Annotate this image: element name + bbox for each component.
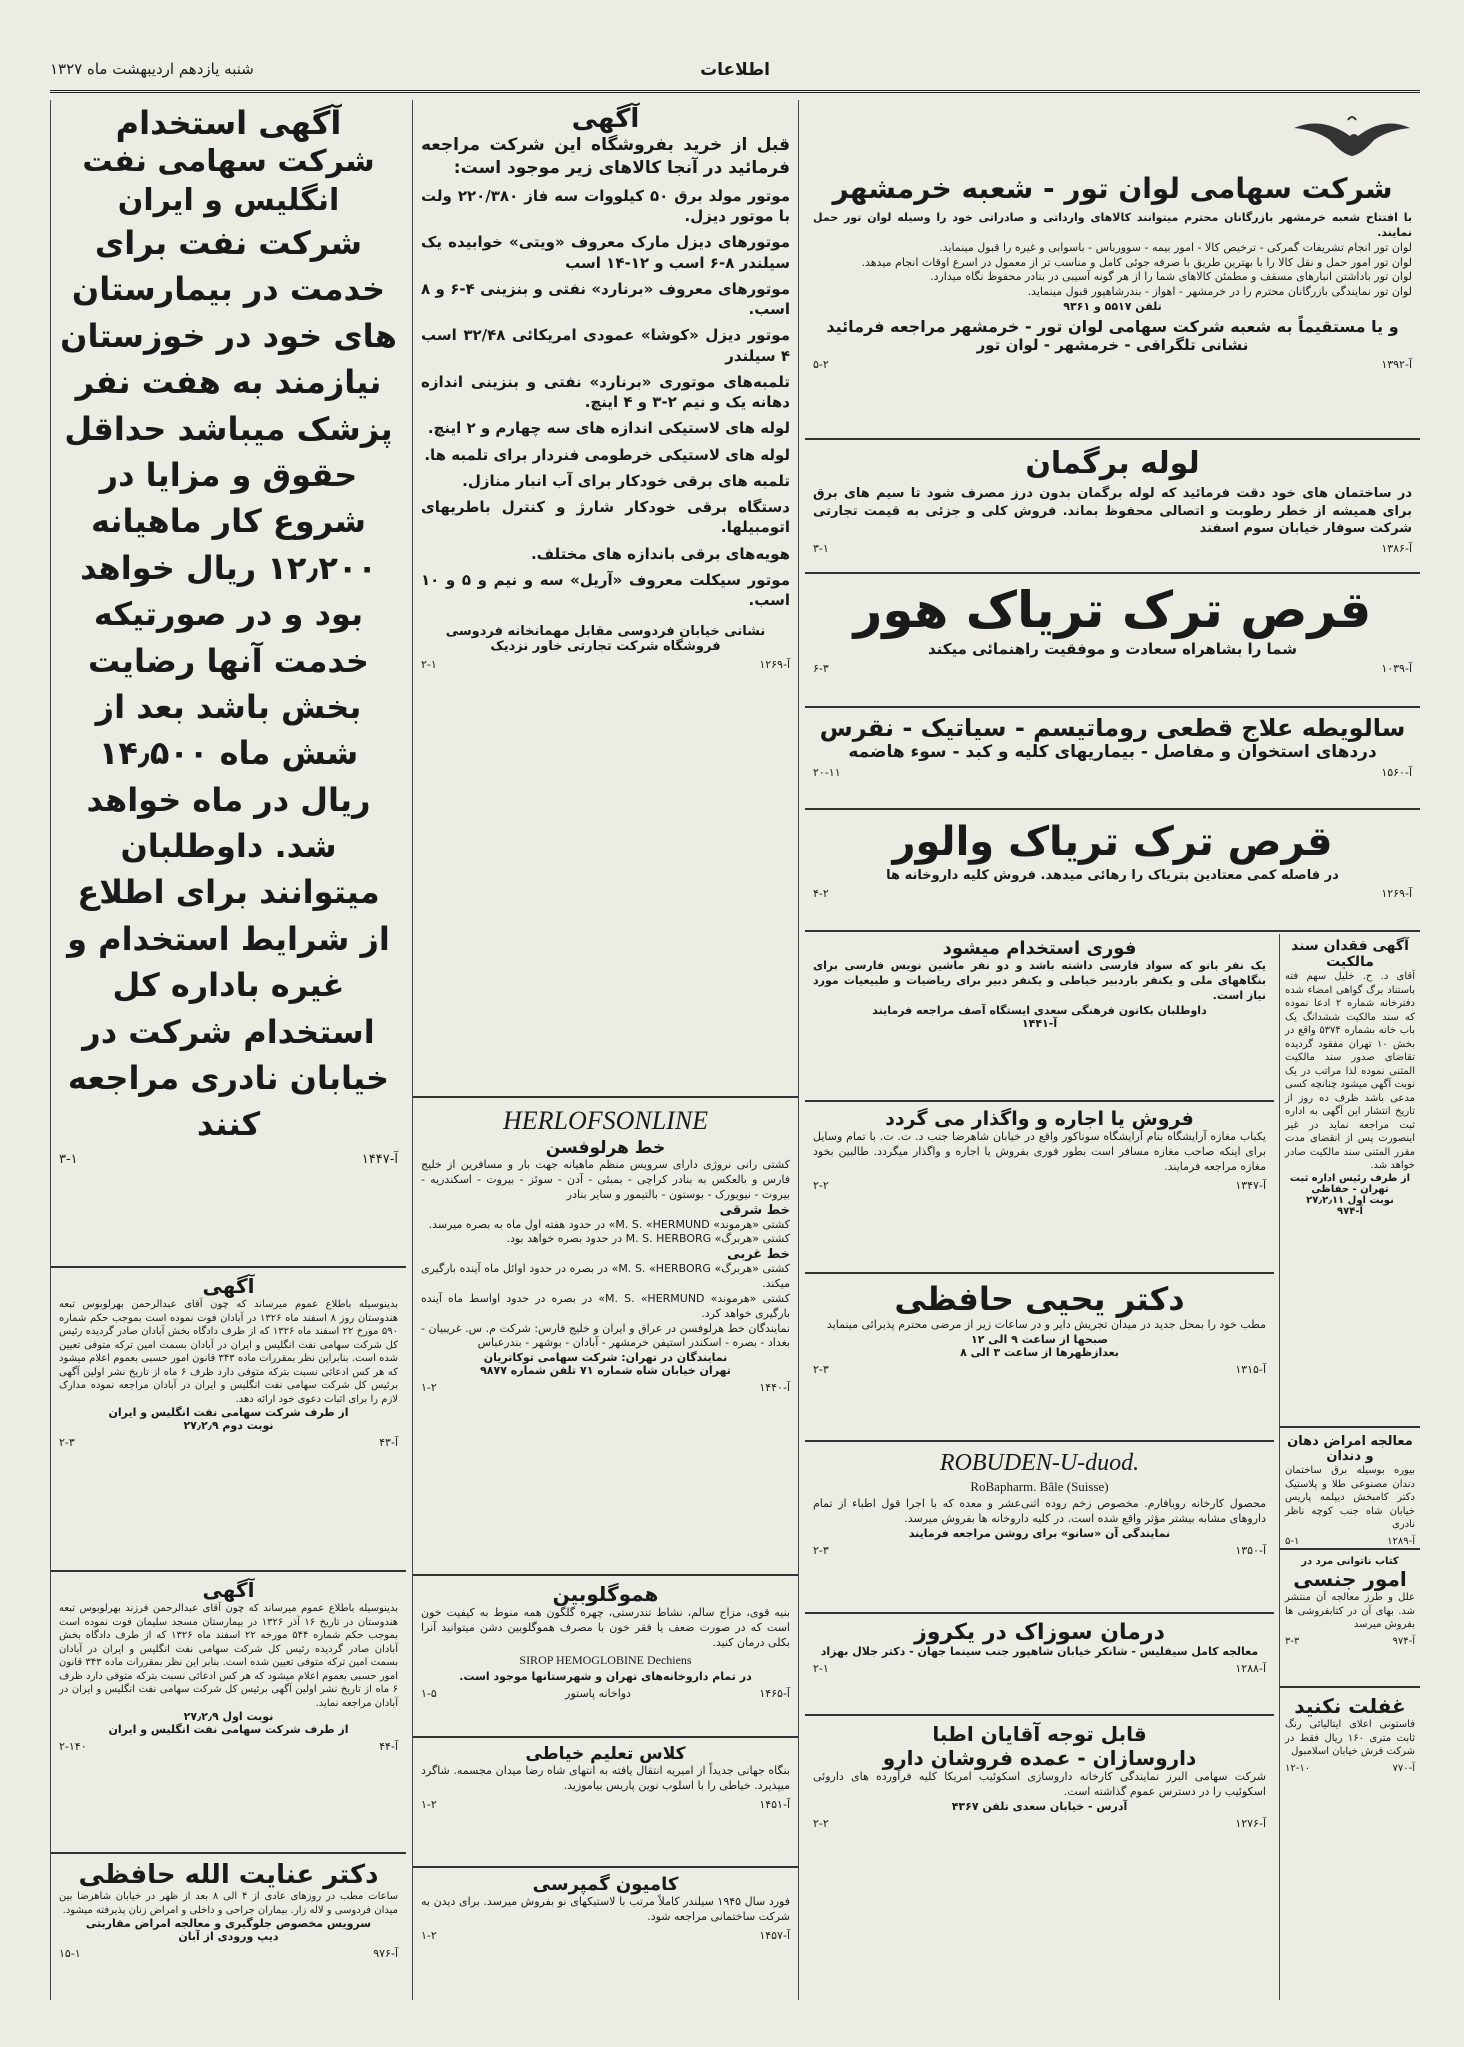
ref-number: ۱-۲ <box>421 1797 437 1811</box>
robuden-latin-name: ROBUDEN-U-duod. <box>939 1450 1140 1476</box>
notice-2-body: بدینوسیله باطلاع عموم میرساند که چون آقای عبدالرحمن فرزند بهرلوبوس تبعه هندوستان در تاریخ ۱۶ آذر ۱۳۲۶ در بیمارستان مسجد سلیمان فوت نموده است بموجب حکم شماره ۵۴۴ مورخه ۲۲ اسفند ماه ۱۳۲۶ که از طرف دادگاه بخش آبادان صادر گردیده رئیس کل شرکت سهامی نفت انگلیس و ایران در آبادان بسمت امین ترکه متوفی تعیین شده است. بنابر این نظر بمقررات ماده ۳۴۳ قانون امور حسبی بعموم اعلام میشود که هر کس ادعائی نسبت بترکه متوفی دارد ظرف ۶ ماه از تاریخ نشر اولین آگهی برئیس کل شرکت سهامی نفت انگلیس و ایران در آبادان مراجعه نماید. <box>59 1603 399 1709</box>
ref-number: ۱۵-۱ <box>59 1947 81 1960</box>
urgent-hire-ad <box>805 934 1274 1102</box>
ref-code: آ-۱۲۶۹ <box>1381 887 1412 900</box>
bergman-ref <box>813 542 1412 555</box>
issue-date: شنبه یازدهم اردیبهشت ماه ۱۳۲۷ <box>50 60 254 78</box>
herlofson-ship-4: کشتی «هرموند» M. S. «HERMUND» در بصره در حدود اواسط ماه آینده بارگیری خواهد کرد. <box>421 1291 790 1320</box>
dr-enayatollah-specialty: سرویس مخصوص جلوگیری و معالجه امراض مقاربتی <box>85 1917 372 1930</box>
tailoring-body: بنگاه جهانی جدیداً از امیریه انتقال یافته به انتهای شاه رضا میدان مجسمه. شاگرد میپذیرد. خیاطی را با اسلوب نوین پاریس بیاموزید. <box>421 1764 790 1792</box>
ref-number: ۳-۳ <box>1285 1635 1300 1647</box>
herlofson-ship-3: کشتی «هربرگ» M. S. «HERBORG» در بصره در حدود اوائل ماه آینده بارگیری میکند. <box>421 1262 790 1291</box>
employment-title: آگهی استخدام <box>115 104 342 142</box>
ref-code: آ-۱۳۴۷ <box>1235 1178 1266 1192</box>
winged-logo-icon <box>1292 114 1412 160</box>
employment-body: شرکت نفت برای خدمت در بیمارستان های خود در خوزستان نیازمند به هفت نفر پزشک میباشد حداقل حقوق و مزایا در شروع کار ماهیانه ۱۲٫۲۰۰ ریال خواهد بود و در صورتیکه خدمت آنها رضایت بخش باشد بعد از شش ماه ۱۴٫۵۰۰ ریال در ماه خواهد شد. داوطلبان میتوانند برای اطلاع از شرایط استخدام و غیره باداره کل استخدام شرکت در خیابان نادری مراجعه کنند <box>60 224 397 1144</box>
herlofson-ref <box>421 1381 790 1394</box>
lavan-tour-service-1: لوان تور انجام تشریفات گمرکی - ترخیص کالا - امور بیمه - سوورباس - باسوابی و غیره را قبول مینماید. <box>939 240 1412 254</box>
dr-hafezi-hours-2: بعدازظهرها از ساعت ۳ الی ۸ <box>960 1345 1119 1359</box>
ref-number: ۶-۳ <box>813 662 829 675</box>
newspaper-page <box>50 50 1420 2010</box>
tailoring-title: کلاس تعلیم خیاطی <box>525 1744 686 1764</box>
dont-forget-ref <box>1285 1763 1415 1774</box>
bergman-body: در ساختمان های خود دقت فرمائید که لوله برگمان بدون درز مصرف شود تا سیم های برق برای همیشه از خطر رطوبت و اتصالی محفوظ بماند. فروش کلی و جزئی به قیمت تجارتی شرکت سوفار خیابان سوم اسفند <box>813 486 1412 537</box>
store-item-3: موتورهای معروف «برنارد» نفتی و بنزینی ۴-۶ و ۸ اسب. <box>421 279 790 319</box>
opium-hour-ref <box>813 662 1412 675</box>
store-item-8: تلمبه های برقی خودکار برای آب انبار منازل. <box>462 471 790 490</box>
dr-hafezi-ref <box>813 1363 1266 1376</box>
ref-number: ۱۲-۱۰ <box>1285 1762 1311 1774</box>
lavan-tour-title: شرکت سهامی لوان تور - شعبه خرمشهر <box>832 172 1393 205</box>
herlofson-latin-name: HERLOFSONLINE <box>502 1106 709 1135</box>
hemoglobin-availability: در تمام داروخانه‌های تهران و شهرستانها موجود است. <box>459 1669 752 1683</box>
sex-disease-pretitle: کتاب ناتوانی مرد در <box>1301 1556 1399 1567</box>
lost-deed-date: نوبت اول ۲۷٫۲٫۱۱ <box>1306 1194 1394 1206</box>
notice-1-date: نوبت دوم ۲۷٫۲٫۹ <box>183 1419 274 1432</box>
lost-deed-body: آقای د. ح. خلیل سهم فته باستناد برگ گواهی امضاء شده دفترخانه شماره ۲ ادعا نموده که سند مالکیت ششدانگ یک باب خانه بشماره ۵۳۷۴ واقع در بخش ۱۰ تهران مفقود گردیده تقاضای صدور سند مالکیت المثنی نموده لذا مراتب در یک نوبت آگهی میشود چنانچه کسی مدعی باشد ظرف ده روز از تاریخ انتشار این آگهی به اداره ثبت مراجعه نماید در غیر اینصورت پس از انقضای مدت مقرر المثنی سند مالکیت صادر خواهد شد. <box>1285 971 1415 1171</box>
ref-code: آ-۴۳ <box>379 1436 398 1449</box>
ref-code: آ-۱۴۴۷ <box>361 1151 398 1167</box>
employment-ref <box>59 1152 398 1167</box>
salicylate-title: سالویطه علاج قطعی روماتیسم - سیاتیک - نقرس <box>819 714 1406 742</box>
hemoglobin-ad <box>413 1578 798 1738</box>
robuden-maker: RoBapharm. Bâle (Suisse) <box>970 1479 1109 1494</box>
dr-enayatollah-body: ساعات مطب در روزهای عادی از ۴ الی ۸ بعد از ظهر در خیابان شاهرضا بین میدان فردوسی و لاله زار. بیماران جراحی و داخلی و امراض زنان پذیرفته میشود. <box>59 1891 399 1916</box>
herlofson-title: خط هرلوفسن <box>545 1138 666 1158</box>
notice-1-ref <box>59 1436 398 1449</box>
tailoring-ad <box>413 1740 798 1868</box>
dental-ad <box>1280 1430 1420 1550</box>
robuden-body: محصول کارخانه روبافارم. مخصوص زخم روده اثنی‌عشر و معده که با اجرا قول اطباء از تمام داروهای مشابه بیشتر مؤثر واقع شده است. در کلیه داروخانه ها بفروش میرسد. <box>813 1497 1266 1525</box>
ref-code: آ-۹۷۴ <box>1392 1635 1415 1647</box>
dont-forget-title: غفلت نکنید <box>1294 1694 1406 1718</box>
lavan-tour-telegraph: نشانی تلگرافی - خرمشهر - لوان تور <box>976 336 1249 355</box>
salicylate-ad <box>805 710 1420 810</box>
notice-1-body: بدینوسیله باطلاع عموم میرساند که چون آقای عبدالرحمن بهرلوبوس تبعه هندوستان روز ۸ اسفند ماه ۱۳۲۶ در آبادان فوت نموده است بموجب حکم شماره ۵۹۰ مورخ ۲۲ اسفند ماه ۱۳۲۶ که از طرف دادگاه بخش آبادان صادر گردیده رئیس کل شرکت سهامی نفت انگلیس و ایران در آبادان بسمت امین ترکه متوفی تعیین شده است. بنابراین نظر بمقررات ماده ۳۴۳ قانون امور حسبی بعموم اعلام میشود که هر کس ادعائی نسبت بترکه متوفی دارد ظرف ۶ ماه از تاریخ نشر اولین آگهی برئیس کل شرکت سهامی نفت انگلیس و ایران در آبادان مراجعه نموده مدارک لازم را برای اثبات دعوی خود ارائه دهد. <box>59 1299 398 1405</box>
treatment-ad <box>805 1616 1274 1716</box>
herlofson-tehran-agent: نمایندگان در تهران: شرکت سهامی توکاتریان <box>483 1351 728 1365</box>
lavan-tour-contact: و یا مستقیماً به شعبه شرکت سهامی لوان تور - خرمشهر مراجعه فرمائید <box>826 317 1399 337</box>
right-wide-subcolumn <box>805 934 1274 2000</box>
hemoglobin-title: هموگلوبین <box>552 1582 659 1606</box>
lavan-tour-intro: با افتتاح شعبه خرمشهر بازرگانان محترم میتوانند کالاهای وارداتی و صادراتی خود را وسیله لوان تور حمل نمایند. <box>813 211 1412 239</box>
dr-hafezi-hours-1: صبحها از ساعت ۹ الی ۱۲ <box>971 1332 1108 1346</box>
lavan-tour-service-2: لوان تور امور حمل و نقل کالا را با بهترین طریق با صرفه جوئی کامل و مناسب تر از معمول در اسرع اوقات انجام میدهد. <box>861 255 1412 269</box>
herlofson-intro: کشتی رانی نروژی دارای سرویس منظم ماهیانه جهت بار و مسافرین از خلیج فارس و بالعکس به بنادر کراچی - بمبئی - آدن - سوئز - بیروت - اسکندریه - بیروت - نیویورک - بوستون - بالتیمور و سایر بنادر <box>421 1158 790 1201</box>
store-item-7: لوله های لاستیکی خرطومی فنردار برای تلمبه ها. <box>424 445 790 464</box>
store-address: نشانی خیابان فردوسی مقابل مهمانخانه فردوسی <box>445 624 766 640</box>
notice-2-date: نوبت اول ۲۷٫۲٫۹ <box>183 1710 274 1723</box>
sex-disease-body: علل و طرز معالجه آن منتشر شد. بهای آن در کتابفروشی ها بفروش میرسد <box>1285 1592 1415 1630</box>
salicylate-subtitle: دردهای استخوان و مفاصل - بیماریهای کلیه و کبد - سوء هاضمه <box>848 742 1377 762</box>
herlofson-ad <box>413 1100 798 1576</box>
middle-column <box>412 100 799 2000</box>
urgent-hire-ref: آ-۱۴۴۱ <box>1021 1016 1058 1030</box>
herlofson-phone: تهران خیابان شاه شماره ۷۱ تلفن شماره ۹۸۷۷ <box>480 1364 731 1378</box>
dental-title: معالجه امراض دهان و دندان <box>1287 1434 1413 1464</box>
truck-ref <box>421 1929 790 1942</box>
lost-deed-ref: آ-۹۷۴ <box>1337 1205 1363 1217</box>
ref-code: آ-۱۳۱۵ <box>1235 1362 1266 1376</box>
ref-number: ۲۰-۱۱ <box>813 766 841 779</box>
dr-enayatollah-ad <box>51 1856 406 2000</box>
store-ad <box>413 100 798 1098</box>
left-column <box>50 100 406 2000</box>
ref-number: ۱-۲ <box>421 1928 437 1942</box>
ref-code: آ-۱۴۶۵ <box>759 1686 790 1700</box>
sex-disease-ref <box>1285 1636 1415 1647</box>
hemoglobin-latin-name: SIROP HEMOGLOBINE Dechiens <box>519 1652 692 1667</box>
lavan-tour-ad <box>805 100 1420 440</box>
ref-code: آ-۱۲۸۹ <box>1387 1535 1415 1547</box>
urgent-hire-title: فوری استخدام میشود <box>942 938 1137 959</box>
oil-employment-ad <box>51 100 406 1268</box>
store-item-5: تلمبه‌های موتوری «برنارد» نفتی و بنزینی اندازه دهانه یک و نیم ۲-۳ و ۴ اینچ. <box>421 372 790 412</box>
pharmacists-body: شرکت سهامی البرز نمایندگی کارخانه داروسازی اسکوئیب امریکا کلیه فرآورده های داروئی اسکوئیب را در دسترس عموم گذاشته است. <box>813 1770 1266 1798</box>
ref-code: آ-۴۴ <box>379 1740 398 1753</box>
opium-valor-ad <box>805 812 1420 932</box>
ref-number: ۲-۳ <box>813 1543 829 1557</box>
right-column <box>805 100 1420 2000</box>
truck-title: کامیون گمپرسی <box>532 1874 679 1895</box>
herlofson-ship-2: کشتی «هربرگ» M. S. HERBORG در حدود بصره خواهد بود. <box>506 1232 790 1246</box>
store-item-4: موتور دیزل «کوشا» عمودی امریکائی ۳۲/۴۸ اسب ۴ سیلندر <box>421 326 791 365</box>
treatment-body: معالجه کامل سیفلیس - شانکر خیابان شاهپور جنب سینما جهان - دکتر جلال بهزاد <box>820 1645 1259 1658</box>
ref-number: ۲-۲ <box>813 1816 829 1830</box>
ref-number: ۲-۱۴۰ <box>59 1740 87 1753</box>
ref-number: ۳-۱ <box>59 1151 78 1167</box>
ref-code: آ-۱۴۴۰ <box>759 1381 790 1395</box>
sale-rent-ref <box>813 1179 1266 1192</box>
sex-disease-ad <box>1280 1552 1420 1688</box>
dr-hafezi-body: مطب خود را بمحل جدید در میدان تجریش دایر و در ساعات زیر از مرضی محترم پذیرائی مینماید <box>826 1318 1266 1331</box>
opium-valor-ref <box>813 887 1412 900</box>
store-item-1: موتور مولد برق ۵۰ کیلووات سه فاز ۲۲۰/۳۸۰ ولت با موتور دیزل. <box>421 186 790 226</box>
opium-hour-title: قرص ترک تریاک هور <box>853 581 1372 639</box>
notice-1-title: آگهی <box>202 1274 255 1298</box>
paper-name: اطلاعات <box>700 60 770 80</box>
robuden-ref <box>813 1544 1266 1557</box>
employment-company: شرکت سهامی نفت انگلیس و ایران <box>82 144 375 218</box>
pharmacists-ref <box>813 1817 1266 1830</box>
opium-hour-ad <box>805 576 1420 708</box>
lavan-tour-service-4: لوان تور نمایندگی بازرگانان محترم را در خرمشهر - اهواز - بندرشاهپور قبول مینماید. <box>1027 285 1412 299</box>
dr-hafezi-ad <box>805 1276 1274 1442</box>
herlofson-east-title: خط شرقی <box>719 1202 790 1218</box>
lavan-tour-phone: تلفن ۵۵۱۷ و ۹۳۶۱ <box>1063 300 1162 314</box>
salicylate-ref <box>813 766 1412 779</box>
ref-code: آ-۱۳۵۰ <box>1235 1543 1266 1557</box>
ref-number: ۵-۱ <box>1285 1535 1300 1547</box>
treatment-title: درمان سوزاک در یکروز <box>914 1620 1165 1645</box>
ref-number: ۵-۲ <box>813 358 829 372</box>
store-title: آگهی <box>571 104 640 134</box>
notice-1-signature: از طرف شرکت سهامی نفت انگلیس و ایران <box>108 1406 349 1419</box>
urgent-hire-body: یک نفر بانو که سواد فارسی داشته باشد و دو نفر ماشین نویس فارسی برای بنگاههای ملی و یکنفر باردبیر خیاطی و یکنفر دبیر برای ریاضیات و طبیعیات مورد نیاز است. <box>813 959 1266 1002</box>
ref-number: ۳-۱ <box>813 541 829 555</box>
robuden-agent: نمایندگی آن «سانو» برای روشن مراجعه فرمایند <box>908 1526 1171 1540</box>
store-item-10: هویه‌های برقی باندازه های مختلف. <box>530 544 790 563</box>
dont-forget-ad <box>1280 1690 1420 1990</box>
opium-valor-subtitle: در فاصله کمی معتادین بتریاک را رهائی میدهد. فروش کلیه داروخانه ها <box>886 868 1339 883</box>
ref-code: آ-۱۵۶۰ <box>1381 766 1412 779</box>
urgent-hire-contact: داوطلبان بکانون فرهنگی سعدی ایستگاه آصف مراجعه فرمایند <box>872 1003 1207 1017</box>
notice-2-ref <box>59 1740 398 1753</box>
pharmacists-title: قابل توجه آقایان اطبا <box>932 1722 1147 1746</box>
ref-number: ۲-۱ <box>421 658 437 672</box>
opium-valor-title: قرص ترک تریاک والور <box>892 819 1333 865</box>
ref-number: ۲-۳ <box>813 1362 829 1376</box>
store-name: فروشگاه شرکت تجارتی خاور نزدیک <box>490 639 721 655</box>
ref-code: آ-۱۳۸۶ <box>1381 541 1412 555</box>
right-narrow-subcolumn <box>1279 934 1420 2000</box>
ref-number: ۴-۲ <box>813 887 829 900</box>
ref-code: آ-۱۲۶۹ <box>759 658 790 672</box>
tailoring-ref <box>421 1798 790 1811</box>
ref-code: آ-۷۷۰ <box>1392 1762 1415 1774</box>
dental-body: بیوره بوسیله برق ساختمان دندان مصنوعی طلا و پلاستیک دکتر کامبخش دیپلمه پاریس خیابان شاه جنب کوچه ناظر نادری <box>1285 1465 1415 1530</box>
ref-number: ۲-۳ <box>59 1436 75 1449</box>
store-intro: قبل از خرید بفروشگاه این شرکت مراجعه فرمائید در آنجا کالاهای زیر موجود است: <box>421 135 790 178</box>
lavan-tour-ref <box>813 358 1412 371</box>
estate-notice-1 <box>51 1270 406 1572</box>
store-item-11: موتور سیکلت معروف «آریل» سه و نیم و ۵ و ۱۰ اسب. <box>421 570 790 610</box>
pharmacists-ad <box>805 1718 1274 1898</box>
ref-number: ۲-۱ <box>813 1662 829 1675</box>
pharmacists-address: آدرس - خیابان سعدی تلفن ۴۳۶۷ <box>951 1799 1128 1813</box>
ref-code: آ-۹۷۶ <box>373 1947 398 1960</box>
masthead <box>50 50 1420 93</box>
store-item-2: موتورهای دیزل مارک معروف «ویتی» خوابیده یک سیلندر ۸-۶ اسب و ۱۲-۱۴ اسب <box>421 233 790 272</box>
dont-forget-body: فاستونی اعلای ایتالیائی رنگ ثابت متری ۱۶۰ ریال فقط در شرکت فرش خیابان اسلامبول <box>1285 1719 1415 1757</box>
truck-ad <box>413 1870 798 2000</box>
robuden-ad <box>805 1444 1274 1614</box>
ref-number: ۱-۵ <box>421 1686 437 1700</box>
lost-deed-title: آگهی فقدان سند مالکیت <box>1291 938 1409 970</box>
store-item-6: لوله های لاستیکی اندازه های سه چهارم و ۲ اینچ. <box>427 419 790 438</box>
store-ref <box>421 658 790 671</box>
opium-hour-subtitle: شما را بشاهراه سعادت و موفقیت راهنمائی میکند <box>927 640 1297 658</box>
pharmacists-subtitle: داروسازان - عمده فروشان دارو <box>882 1746 1197 1770</box>
hemoglobin-body: بنیه قوی، مزاج سالم، نشاط تندرستی، چهره گلگون همه منوط به کیفیت خون است که در صورت ضعف یا فقر خون با مصرف هموگلوبین دشن میتوانید آنرا بکلی درمان کنید. <box>421 1606 790 1649</box>
dr-enayatollah-hours: دیپ ورودی از آبان <box>178 1930 279 1943</box>
lavan-tour-service-3: لوان تور باداشتن انبارهای مسقف و مطمئن کالاهای شما را از هر گونه آسیبی در بنادر محفوظ نگاه میدارد. <box>930 270 1412 284</box>
store-item-9: دستگاه برقی خودکار شارژ و کنترل باطریهای اتومبیلها. <box>421 498 790 537</box>
pharmacy-name: دواخانه پاستور <box>565 1686 631 1700</box>
dental-ref <box>1285 1536 1415 1547</box>
ref-number: ۲-۲ <box>813 1178 829 1192</box>
notice-2-signature: از طرف شرکت سهامی نفت انگلیس و ایران <box>108 1723 349 1736</box>
dr-enayatollah-title: دکتر عنایت الله حافظی <box>78 1860 379 1890</box>
ref-code: آ-۱۰۳۹ <box>1381 662 1412 675</box>
bergman-ad <box>805 442 1420 574</box>
herlofson-west-title: خط غربی <box>727 1247 790 1263</box>
ref-code: آ-۱۳۹۲ <box>1381 358 1412 372</box>
bergman-title: لوله برگمان <box>1025 446 1200 481</box>
dr-hafezi-title: دکتر یحیی حافظی <box>894 1280 1185 1318</box>
lost-deed-signature: از طرف رئیس اداره ثبت تهران - حفاظی <box>1289 1172 1411 1195</box>
herlofson-ship-1: کشتی «هرموند» M. S. «HERMUND» در حدود هفته اول ماه به بصره میرسد. <box>428 1217 790 1231</box>
ref-code: آ-۱۴۵۷ <box>759 1928 790 1942</box>
sale-rent-body: یکباب مغازه آرایشگاه بنام آرایشگاه سوناکور واقع در خیابان شاهرضا جنب د. ت. ت. با تمام وسایل برای اینکه صاحب مغازه مسافر است بطور فوری بفروش یا اجاره و واگذار میگردد. طالبین بخود مغازه مراجعه فرمایند. <box>813 1130 1266 1173</box>
hemoglobin-ref <box>421 1687 790 1700</box>
sale-rent-title: فروش یا اجاره و واگذار می گردد <box>885 1108 1194 1130</box>
dr-enayatollah-ref <box>59 1947 398 1960</box>
sex-disease-title: امور جنسی <box>1293 1567 1407 1591</box>
ref-number: ۱-۲ <box>421 1381 437 1395</box>
herlofson-agents: نمایندگان خط هرلوفسن در عراق و ایران و خلیج فارس: شرکت م. س. غریبیان - بغداد - بصره - اسکندر استیفن خرمشهر - آبادان - بوشهر - بندرعباس <box>421 1321 790 1350</box>
treatment-ref <box>813 1662 1266 1675</box>
ref-code: آ-۱۴۵۱ <box>759 1797 790 1811</box>
sale-rent-ad <box>805 1104 1274 1274</box>
estate-notice-2 <box>51 1574 406 1854</box>
ref-code: آ-۱۲۷۶ <box>1235 1816 1266 1830</box>
truck-body: فورد سال ۱۹۴۵ سیلندر کاملاً مرتب با لاستیکهای نو بفروش میرسد. برای دیدن به شرکت ساختمانی مراجعه شود. <box>421 1895 790 1923</box>
notice-2-title: آگهی <box>202 1578 255 1602</box>
lost-deed-ad <box>1280 934 1420 1428</box>
ref-code: آ-۱۲۸۸ <box>1235 1662 1266 1675</box>
